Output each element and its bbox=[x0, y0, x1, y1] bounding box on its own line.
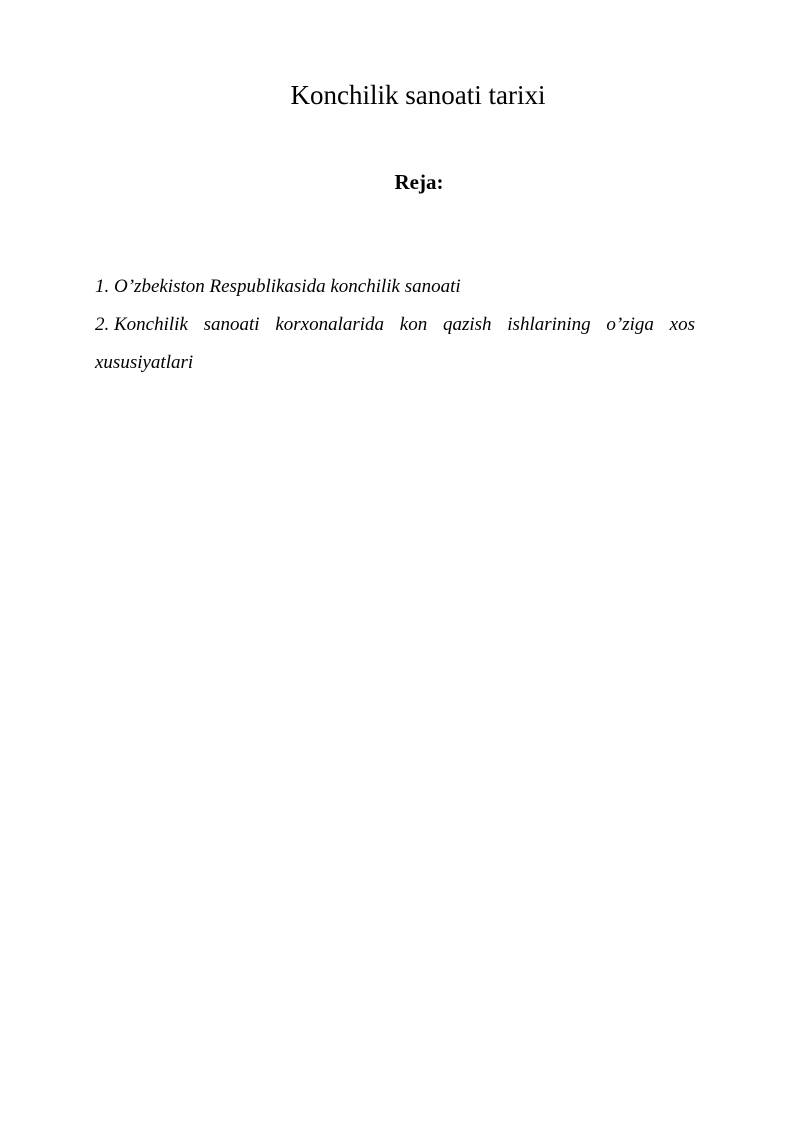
document-title: Konchilik sanoati tarixi bbox=[290, 80, 546, 110]
plan-list bbox=[95, 268, 695, 382]
plan-heading: Reja: bbox=[394, 170, 444, 194]
plan-item-number: 1. bbox=[95, 276, 110, 297]
plan-item-1 bbox=[95, 268, 695, 306]
plan-item-text: O’zbekiston Respublikasida konchilik sanoati bbox=[114, 276, 461, 297]
plan-item-number: 2. bbox=[95, 314, 110, 335]
plan-item-2 bbox=[95, 306, 695, 382]
plan-item-text: Konchilik sanoati korxonalarida kon qazish ishlarining o’ziga xos xususiyatlari bbox=[95, 314, 695, 373]
